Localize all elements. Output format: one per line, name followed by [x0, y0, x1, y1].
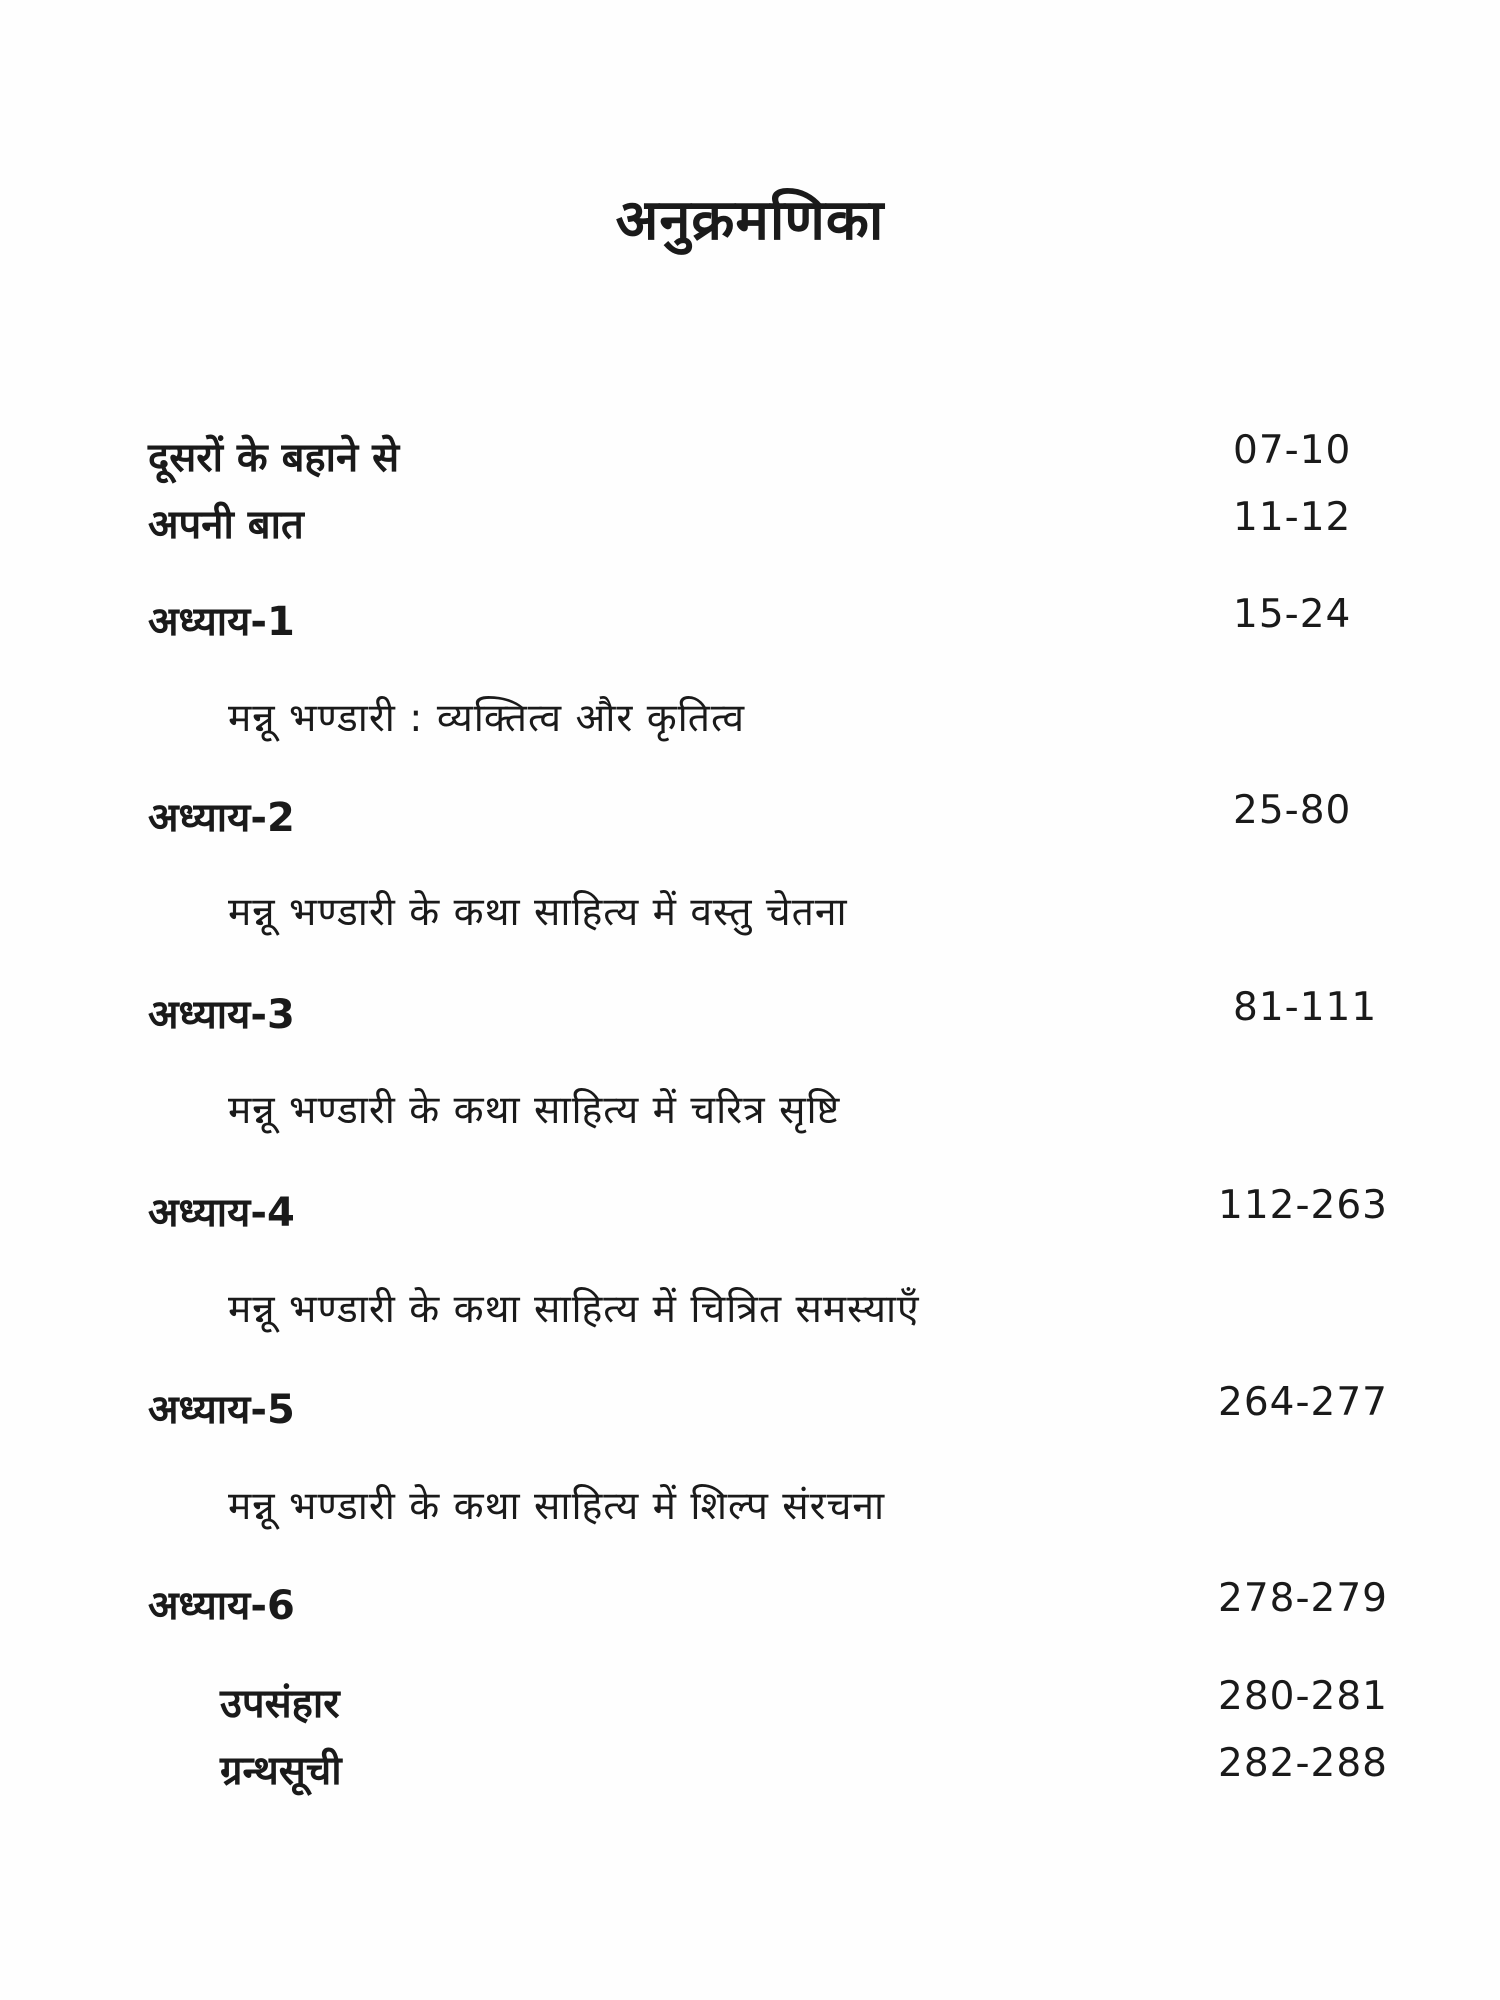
toc-subentry	[148, 1478, 1388, 1538]
toc-entry	[148, 428, 1388, 488]
toc-entry-label: ग्रन्थसूची	[220, 1748, 342, 1794]
toc-subentry-label: मन्नू भण्डारी के कथा साहित्य में वस्तु चेतना	[228, 890, 848, 935]
toc-entry-label: अपनी बात	[148, 502, 304, 548]
toc-entry-pages: 112-263	[1218, 1183, 1388, 1228]
toc-entry-pages: 11-12	[1233, 495, 1352, 540]
toc-subentry-label: मन्नू भण्डारी के कथा साहित्य में चित्रित समस्याएँ	[228, 1287, 920, 1332]
toc-entry-pages: 25-80	[1233, 788, 1352, 833]
toc-subentry	[148, 884, 1388, 944]
toc-entry-pages: 278-279	[1218, 1576, 1388, 1621]
toc-entry	[148, 1183, 1388, 1243]
toc-subentry-label: मन्नू भण्डारी के कथा साहित्य में शिल्प संरचना	[228, 1484, 886, 1529]
toc-entry	[148, 1674, 1388, 1734]
toc-subentry	[148, 690, 1388, 750]
toc-entry-label: उपसंहार	[220, 1681, 340, 1727]
toc-entry-pages: 264-277	[1218, 1380, 1388, 1425]
page-title: अनुक्रमणिका	[615, 188, 885, 253]
toc-entry-label: अध्याय-6	[148, 1583, 295, 1629]
toc-entry-pages: 81-111	[1233, 985, 1378, 1030]
toc-entry-pages: 15-24	[1233, 592, 1352, 637]
toc-entry	[148, 788, 1388, 848]
toc-entry-label: अध्याय-5	[148, 1387, 295, 1433]
toc-subentry	[148, 1082, 1388, 1142]
toc-entry	[148, 495, 1388, 555]
toc-entry	[148, 1741, 1388, 1801]
toc-subentry-label: मन्नू भण्डारी : व्यक्तित्व और कृतित्व	[228, 696, 745, 741]
toc-entry-label: अध्याय-4	[148, 1190, 295, 1236]
toc-entry-label: अध्याय-1	[148, 599, 295, 645]
toc-entry-label: अध्याय-2	[148, 795, 295, 841]
toc-entry-label: दूसरों के बहाने से	[148, 435, 400, 481]
toc-entry-label: अध्याय-3	[148, 992, 295, 1038]
toc-entry-pages: 282-288	[1218, 1741, 1388, 1786]
toc-subentry	[148, 1281, 1388, 1341]
toc-entry	[148, 1576, 1388, 1636]
toc-entry-pages: 280-281	[1218, 1674, 1388, 1719]
toc-subentry-label: मन्नू भण्डारी के कथा साहित्य में चरित्र सृष्टि	[228, 1088, 841, 1133]
toc-entry	[148, 985, 1388, 1045]
toc-entry	[148, 1380, 1388, 1440]
toc-entry-pages: 07-10	[1233, 428, 1352, 473]
toc-entry	[148, 592, 1388, 652]
